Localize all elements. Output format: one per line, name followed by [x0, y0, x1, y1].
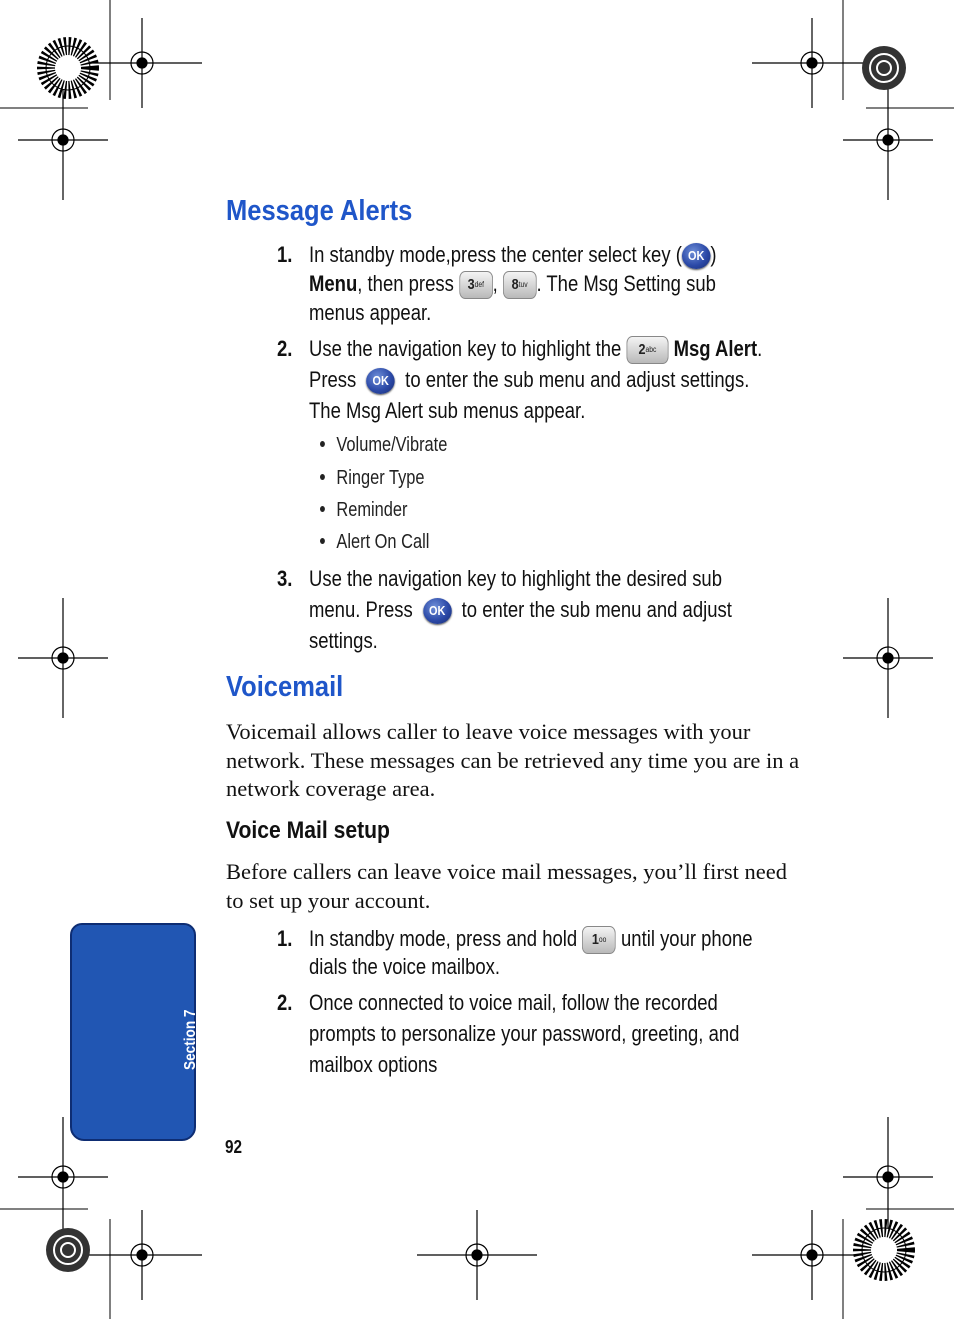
section-label: Section 7 — [182, 1009, 199, 1070]
step-2-text-b: to enter the sub menu and adjust settings. — [405, 367, 750, 392]
step-3-line-1: Use the navigation key to highlight the desired sub — [309, 566, 722, 591]
vm-step-1-text-a: In standby mode, press and hold — [309, 926, 578, 951]
ok-key-icon: OK — [682, 243, 711, 269]
step-2-line-3: The Msg Alert sub menus appear. — [309, 398, 586, 423]
step-2-period: . — [757, 336, 763, 361]
key-8-icon: $8^{tuv}$ — [503, 271, 537, 299]
step-3-text-c: to enter the sub menu and adjust — [461, 597, 732, 622]
voicemail-paragraph: Voicemail allows caller to leave voice messages with your network. These messages can be retrieved any time you are in a network coverage area. — [226, 719, 800, 801]
vm-step-1-number: 1. — [277, 926, 293, 951]
list-item: Ringer Type — [320, 467, 425, 490]
page-number: 92 — [225, 1137, 243, 1157]
vm-step-2-line-3: mailbox options — [309, 1052, 438, 1077]
step-1-line-2 — [309, 271, 716, 299]
step-1-text-b: ) — [710, 242, 717, 267]
step-2-line-2 — [309, 367, 749, 394]
heading-voicemail: Voicemail — [226, 671, 344, 703]
step-2-text-a: Use the navigation key to highlight the — [309, 336, 622, 361]
step-1-text-c: , then press — [357, 271, 454, 296]
step-2-number: 2. — [277, 336, 293, 361]
section-tab — [70, 923, 196, 1141]
setup-paragraph: Before callers can leave voice mail messages, you’ll first need to set up your account. — [226, 859, 788, 913]
vm-step-2-number: 2. — [277, 990, 293, 1015]
step-3-text-b: menu. Press — [309, 597, 413, 622]
step-3-line-3: settings. — [309, 628, 378, 653]
key-1-icon: $1^{oo}$ — [582, 926, 616, 954]
step-3-number: 3. — [277, 566, 293, 591]
step-1-comma: , — [492, 271, 498, 296]
step-1-text-d: . The Msg Setting sub — [536, 271, 716, 296]
step-2-line-1 — [309, 336, 762, 364]
list-item: Volume/Vibrate — [320, 434, 447, 457]
key-3-icon: $3^{def}$ — [459, 271, 493, 299]
heading-voice-mail-setup: Voice Mail setup — [226, 817, 390, 844]
vm-step-2-line-1: Once connected to voice mail, follow the recorded — [309, 990, 718, 1015]
vm-step-2-line-2: prompts to personalize your password, greeting, and — [309, 1021, 740, 1046]
key-2-icon: $2^{abc}$ — [626, 336, 668, 364]
step-2-press: Press — [309, 367, 357, 392]
vm-step-1-text-b: until your phone — [621, 926, 753, 951]
vm-step-1-line-1 — [309, 926, 753, 954]
ok-key-icon: OK — [366, 368, 395, 394]
heading-message-alerts: Message Alerts — [226, 195, 413, 227]
step-1-number: 1. — [277, 242, 293, 267]
ok-key-icon: OK — [423, 598, 452, 624]
step-1-line-3: menus appear. — [309, 300, 432, 325]
vm-step-1-line-2: dials the voice mailbox. — [309, 954, 501, 979]
step-1-text-a: In standby mode,press the center select key ( — [309, 242, 682, 267]
msg-alert-label: Msg Alert — [673, 336, 758, 361]
list-item: Alert On Call — [320, 531, 429, 554]
list-item: Reminder — [320, 499, 407, 522]
step-3-line-2 — [309, 597, 732, 624]
step-1-line-1 — [309, 242, 717, 269]
menu-label: Menu — [309, 271, 358, 296]
